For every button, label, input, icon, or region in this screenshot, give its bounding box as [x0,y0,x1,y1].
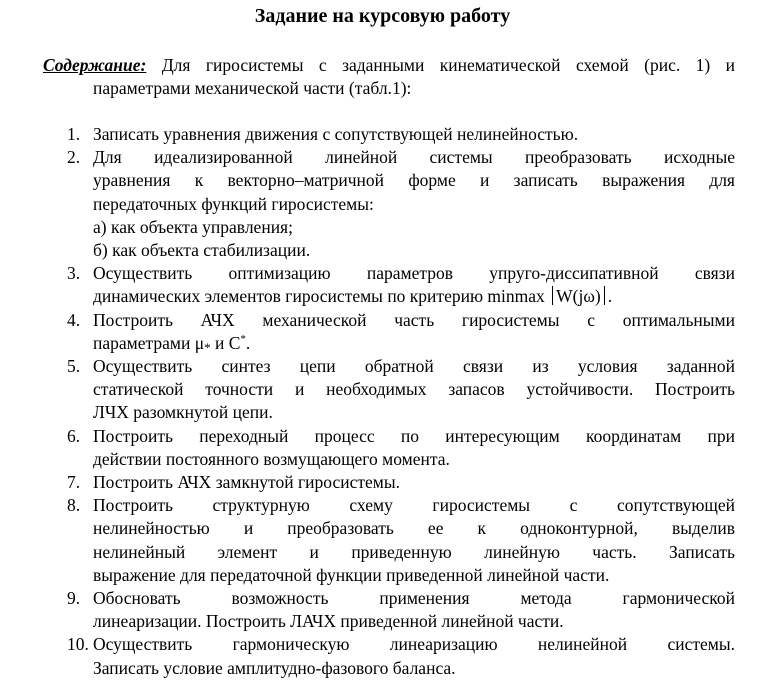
task-line-text: динамических элементов гиросистемы по критерию minmax [93,286,545,307]
content-text-1: Для гиросистемы с заданными кинематической схемой (рис. 1) и [161,55,736,75]
c-symbol: C [228,332,241,353]
task-item-3 [67,262,735,308]
task-line: действии постоянного возмущающего момента. [93,448,450,469]
task-line: статической точности и необходимых запасов устойчивости. Построить [93,379,735,400]
task-line: уравнения к векторно–матричной форме и записать выражения для [93,170,735,191]
task-subitem-b: б) как объекта стабилизации. [93,240,311,261]
mu-symbol: μ [194,332,205,353]
task-number: 6. [67,425,81,446]
content-line-1 [43,54,735,77]
content-paragraph [43,54,735,100]
task-item-2 [67,146,735,262]
task-line: Обосновать возможность применения метода гармонической [93,588,735,609]
task-line: ЛЧХ разомкнутой цепи. [93,402,273,423]
task-line: Построить переходный процесс по интересующим координатам при [93,425,735,446]
abs-bar-right [604,286,605,305]
abs-bar-left [552,286,553,305]
task-item-7 [67,471,735,494]
task-number: 2. [67,147,81,168]
task-number: 3. [67,263,81,284]
task-line: нелинейностью и преобразовать ее к одноконтурной, выделив [93,518,735,539]
task-list [67,123,735,680]
mu-subscript: * [204,339,211,355]
task-number: 1. [67,124,81,144]
minmax-formula [549,286,612,306]
task-item-9 [67,587,735,633]
task-number: 9. [67,588,81,609]
task-line: Осуществить синтез цепи обратной связи из условия заданной [93,356,735,377]
task-line: передаточных функций гиросистемы: [93,193,374,214]
task-number: 8. [67,495,81,516]
task-item-4 [67,309,735,355]
c-superscript: * [240,332,246,345]
task-line: Осуществить оптимизацию параметров упруго-диссипативной связи [93,263,735,284]
task-line: Построить структурную схему гиросистемы с сопутствующей [93,495,735,516]
task-subitem-a: а) как объекта управления; [93,216,293,237]
task-line: Построить АЧХ замкнутой гиросистемы. [93,472,400,493]
task-line: Построить АЧХ механической часть гиросистемы с оптимальными [93,309,735,330]
task-tail: . [245,332,251,353]
and-word: и [214,332,225,353]
task-number: 7. [67,472,81,493]
formula-text: W(jω) [556,286,601,307]
document-title: Задание на курсовую работу [254,5,511,27]
task-item-8 [67,494,735,587]
formula-tail: . [607,286,613,307]
task-item-1 [67,123,735,146]
task-line-text: параметрами [93,332,191,353]
task-item-6 [67,425,735,471]
task-line: нелинейный элемент и приведенную линейную часть. Записать [93,541,735,562]
task-item-5 [67,355,735,425]
task-line: выражение для передаточной функции приведенной линейной части. [93,564,610,585]
content-label: Содержание: [43,55,147,75]
task-item-10 [67,633,735,679]
task-line-with-symbols [93,332,735,355]
task-line-with-formula [93,285,735,308]
task-number: 4. [67,309,81,330]
task-line: Записать уравнения движения с сопутствующей нелинейностью. [93,124,579,144]
task-line: Осуществить гармоническую линеаризацию нелинейной системы. [93,634,735,655]
task-number: 10. [67,634,89,655]
task-number: 5. [67,356,81,377]
task-line: Записать условие амплитудно-фазового баланса. [93,657,456,678]
content-text-2: параметрами механической части (табл.1): [93,78,412,98]
task-line: Для идеализированной линейной системы преобразовать исходные [93,147,735,168]
task-line: линеаризации. Построить ЛАЧХ приведенной линейной части. [93,611,564,632]
